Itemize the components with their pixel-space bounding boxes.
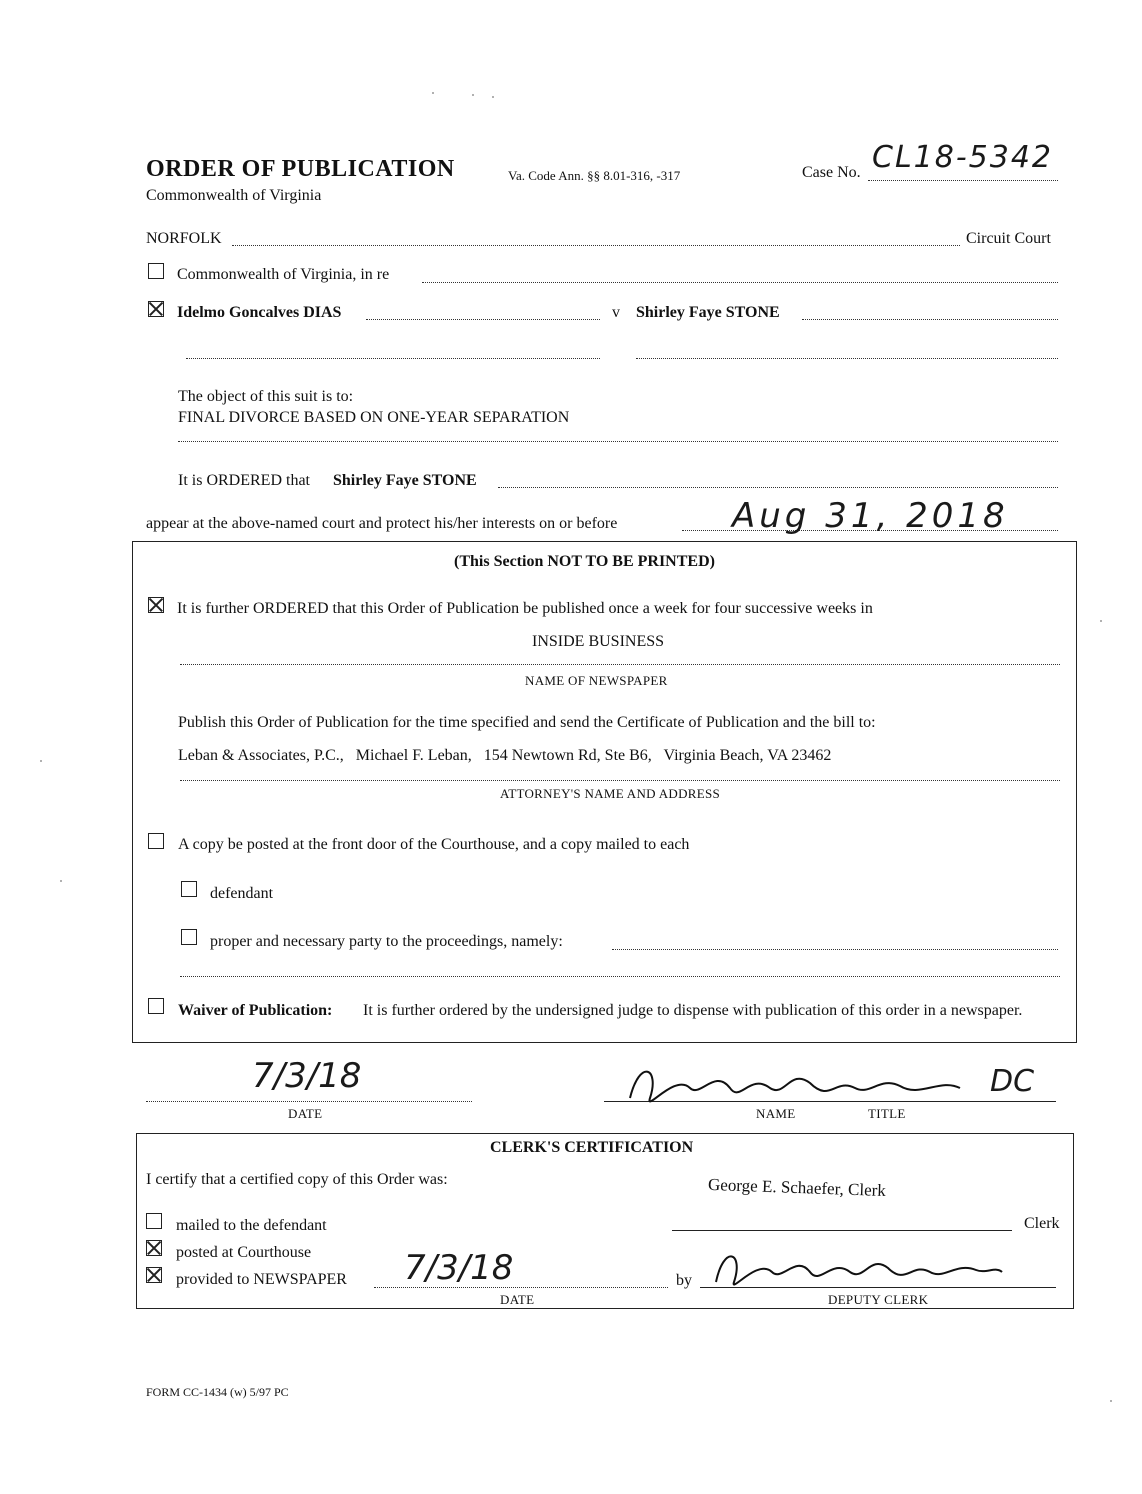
court-suffix: Circuit Court <box>966 230 1051 247</box>
order-date-value[interactable]: 7/3/18 <box>252 1056 362 1096</box>
form-subtitle: Commonwealth of Virginia <box>146 187 322 204</box>
clerk-label: Clerk <box>1024 1215 1060 1232</box>
waiver-bold: Waiver of Publication: <box>178 1002 333 1019</box>
waiver-text <box>363 1001 1053 1039</box>
versus-label: v <box>612 304 620 321</box>
attorney-caption: ATTORNEY'S NAME AND ADDRESS <box>500 786 721 801</box>
posted-courthouse-checkbox[interactable] <box>148 833 164 849</box>
attorney-name-address[interactable]: Leban & Associates, P.C., Michael F. Leban, 154 Newtown Rd, Ste B6, Virginia Beach, VA 23462 <box>178 747 832 764</box>
order-date-caption: DATE <box>288 1106 323 1121</box>
clerk-mailed-checkbox[interactable] <box>146 1213 162 1229</box>
commonwealth-checkbox[interactable] <box>148 263 164 279</box>
clerk-date-caption: DATE <box>500 1292 535 1307</box>
waiver-text-content: It is further ordered by the undersigned judge to dispense with publication of this order in a newspaper. <box>363 1002 1023 1019</box>
judge-title-value[interactable]: DC <box>990 1064 1035 1099</box>
deputy-clerk-caption: DEPUTY CLERK <box>828 1292 929 1307</box>
defendant-option-label: defendant <box>210 885 274 902</box>
waiver-checkbox[interactable] <box>148 998 164 1014</box>
party-names-line[interactable] <box>180 976 1060 977</box>
commonwealth-label: Commonwealth of Virginia, in re <box>177 266 390 283</box>
clerk-heading: CLERK'S CERTIFICATION <box>490 1139 694 1156</box>
clerk-provided-checkbox[interactable] <box>146 1267 162 1283</box>
appear-by-date[interactable]: Aug 31, 2018 <box>732 496 1009 536</box>
publish-weekly-checkbox[interactable] <box>148 597 164 613</box>
ordered-name[interactable]: Shirley Faye STONE <box>333 472 477 489</box>
publish-instructions: Publish this Order of Publication for the time specified and send the Certificate of Publication and the bill to: <box>178 714 876 731</box>
clerk-name: George E. Schaefer, Clerk <box>707 1174 887 1201</box>
case-number-label: Case No. <box>802 164 861 181</box>
title-caption: TITLE <box>868 1106 906 1121</box>
object-value[interactable]: FINAL DIVORCE BASED ON ONE-YEAR SEPARATION <box>178 409 570 426</box>
clerk-provided-label: provided to NEWSPAPER <box>176 1271 347 1288</box>
statute-citation: Va. Code Ann. §§ 8.01-316, -317 <box>508 168 681 183</box>
clerk-posted-checkbox[interactable] <box>146 1240 162 1256</box>
plaintiff-extra-line[interactable] <box>186 358 600 359</box>
section-heading: (This Section NOT TO BE PRINTED) <box>454 553 715 570</box>
further-ordered-text: It is further ORDERED that this Order of Publication be published once a week for four successive weeks in <box>177 600 873 617</box>
object-label: The object of this suit is to: <box>178 388 354 405</box>
clerk-posted-label: posted at Courthouse <box>176 1244 312 1261</box>
newspaper-caption: NAME OF NEWSPAPER <box>525 673 668 688</box>
form-title: ORDER OF PUBLICATION <box>146 156 455 182</box>
court-locality[interactable]: NORFOLK <box>146 230 222 247</box>
defendant-name[interactable]: Shirley Faye STONE <box>636 304 780 321</box>
mailed-defendant-checkbox[interactable] <box>181 881 197 897</box>
ordered-prefix: It is ORDERED that <box>178 472 310 489</box>
clerk-date-value[interactable]: 7/3/18 <box>404 1248 514 1288</box>
mailed-party-checkbox[interactable] <box>181 929 197 945</box>
posted-text: A copy be posted at the front door of the Courthouse, and a copy mailed to each <box>178 836 690 853</box>
form-number: FORM CC-1434 (w) 5/97 PC <box>146 1385 289 1399</box>
case-number-value[interactable]: CL18-5342 <box>872 140 1054 175</box>
certify-text: I certify that a certified copy of this Order was: <box>146 1171 448 1188</box>
defendant-extra-line[interactable] <box>636 358 1058 359</box>
by-label: by <box>676 1272 692 1289</box>
judge-signature <box>620 1058 980 1118</box>
newspaper-name[interactable]: INSIDE BUSINESS <box>532 633 665 650</box>
plaintiff-name[interactable]: Idelmo Goncalves DIAS <box>177 304 342 321</box>
plaintiff-checkbox[interactable] <box>148 301 164 317</box>
name-caption: NAME <box>756 1106 796 1121</box>
clerk-mailed-label: mailed to the defendant <box>176 1217 327 1234</box>
party-option-label: proper and necessary party to the proceedings, namely: <box>210 933 563 950</box>
appear-text: appear at the above-named court and protect his/her interests on or before <box>146 515 618 532</box>
